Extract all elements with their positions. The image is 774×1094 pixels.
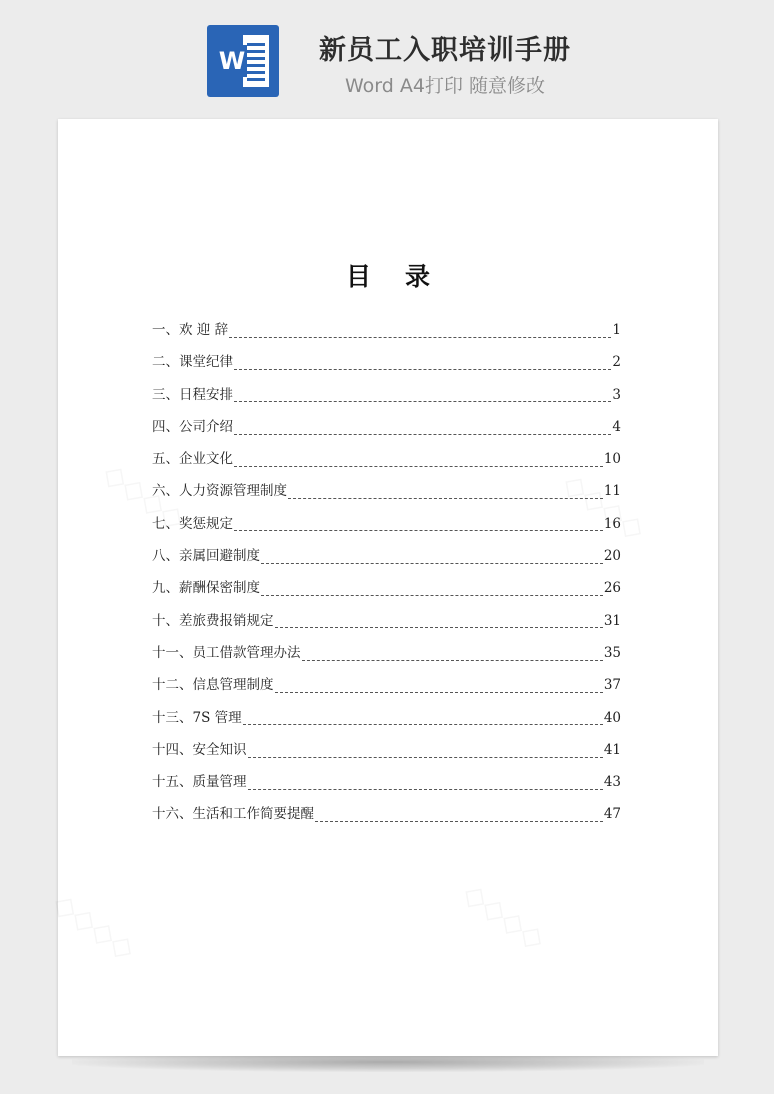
toc-entry-label: 十二、信息管理制度 [152,677,274,694]
toc-entry-page: 26 [603,580,621,597]
toc-entry-label: 五、企业文化 [152,451,233,468]
toc-entry-label: 十三、7S 管理 [152,709,242,726]
toc-entry-page: 43 [603,774,621,791]
toc-entry-page: 3 [612,386,621,403]
toc-entry[interactable] [152,674,621,706]
toc-entry-page: 10 [603,451,621,468]
word-icon-letter: W [218,47,246,75]
toc-entry-label: 八、亲属回避制度 [152,548,260,565]
toc-entry-leader [302,660,603,661]
toc-entry-label: 十、差旅费报销规定 [152,612,274,629]
toc-entry[interactable] [152,384,621,416]
toc-entry[interactable] [152,513,621,545]
toc-entry-label: 七、奖惩规定 [152,515,233,532]
toc-entry-label: 十六、生活和工作简要提醒 [152,806,314,823]
word-icon-line [247,57,265,60]
toc-entry-label: 十四、安全知识 [152,741,247,758]
document-subtitle: Word A4打印 随意修改 [344,75,545,97]
toc-entry[interactable] [152,545,621,577]
toc-title-first: 目 [345,262,371,291]
toc-entry-leader [261,563,603,564]
toc-entry-leader [229,337,611,338]
toc-entry[interactable] [152,416,621,448]
toc-entry[interactable] [152,642,621,674]
toc-entry-page: 47 [603,806,621,823]
toc-entry[interactable] [152,771,621,803]
toc-entry-leader [261,595,603,596]
toc-entry-leader [234,401,611,402]
toc-entry-page: 11 [603,483,621,500]
word-icon-line [247,71,265,74]
toc-entry-leader [243,724,603,725]
toc-entry-page: 2 [612,354,621,371]
toc-entry-label: 三、日程安排 [152,386,233,403]
toc-entry-leader [275,627,603,628]
toc-entry[interactable] [152,448,621,480]
watermark [456,876,552,958]
toc-entry-label: 六、人力资源管理制度 [152,483,287,500]
toc-entry-label: 十五、质量管理 [152,774,247,791]
toc-entry-label: 四、公司介绍 [152,418,233,435]
toc-title [58,257,718,293]
word-icon-line [247,64,265,67]
table-of-contents [152,319,621,836]
word-icon-line [247,50,265,53]
toc-entry[interactable] [152,803,621,835]
header-banner [0,0,774,110]
document-title: 新员工入职培训手册 [319,35,571,66]
toc-entry-leader [288,498,603,499]
toc-entry-page: 20 [603,548,621,565]
word-icon [207,25,279,97]
toc-entry-label: 十一、员工借款管理办法 [152,644,301,661]
toc-entry-page: 41 [603,741,621,758]
toc-entry-page: 31 [603,612,621,629]
toc-entry[interactable] [152,707,621,739]
toc-entry-label: 一、欢 迎 辞 [152,322,229,338]
toc-entry-page: 16 [603,515,621,532]
toc-entry[interactable] [152,739,621,771]
toc-entry[interactable] [152,577,621,609]
toc-entry-page: 40 [603,709,621,726]
toc-entry-leader [234,434,611,435]
toc-entry-page: 4 [612,418,621,435]
toc-entry-leader [248,757,603,758]
toc-entry[interactable] [152,480,621,512]
toc-title-second: 录 [405,262,431,291]
toc-entry-leader [275,692,603,693]
toc-entry-leader [315,821,603,822]
word-icon-line [247,78,265,81]
document-page [58,119,718,1056]
toc-entry-leader [248,789,603,790]
toc-entry[interactable] [152,319,621,351]
toc-entry-label: 二、课堂纪律 [152,354,233,371]
toc-entry-label: 九、薪酬保密制度 [152,580,260,597]
toc-entry-leader [234,369,611,370]
toc-entry-page: 35 [603,644,621,661]
toc-entry-leader [234,530,603,531]
toc-entry-leader [234,466,603,467]
word-icon-line [247,43,265,46]
toc-entry[interactable] [152,351,621,383]
toc-entry-page: 37 [603,677,621,694]
toc-entry-page: 1 [612,322,621,338]
toc-entry[interactable] [152,610,621,642]
watermark [46,886,142,968]
